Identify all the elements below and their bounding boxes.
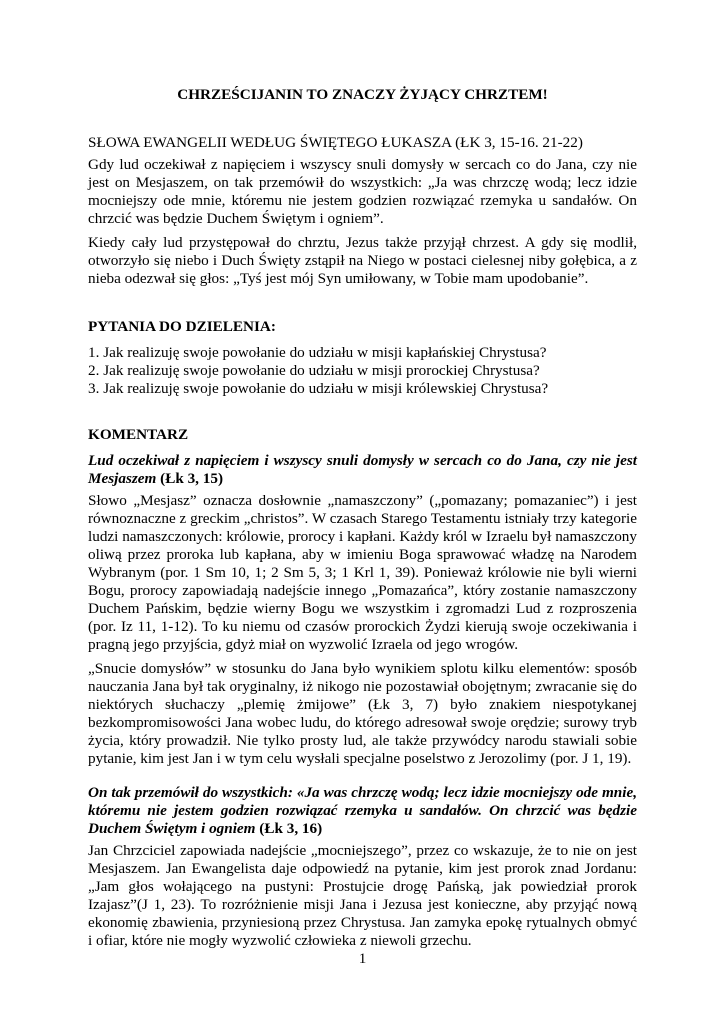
quote-reference: (Łk 3, 16) bbox=[259, 820, 323, 837]
commentary-quote bbox=[88, 784, 637, 838]
questions-list bbox=[88, 344, 637, 398]
gospel-paragraph: Kiedy cały lud przystępował do chrztu, Jezus także przyjął chrzest. A gdy się modlił, otworzyło się niebo i Duch Święty zstąpił na Niego w postaci cielesnej niby gołębica, a z nieba odezwał się głos: „Tyś jest mój Syn umiłowany, w Tobie mam upodobanie”. bbox=[88, 234, 637, 287]
question-item: 1. Jak realizuję swoje powołanie do udziału w misji kapłańskiej Chrystusa? bbox=[88, 344, 547, 361]
quote-text: On tak przemówił do wszystkich: «Ja was chrzczę wodą; lecz idzie mocniejszy ode mnie, któremu nie jestem godzien rozwiązać rzemyka u sandałów. On chrzcić was będzie Duchem Świętym i ogniem bbox=[88, 784, 637, 837]
commentary-paragraph: Jan Chrzciciel zapowiada nadejście „mocniejszego”, przez co wskazuje, że to nie on jest Mesjaszem. Jan Ewangelista daje odpowiedź na pytanie, kim jest prorok znad Jordanu: „Jam głos wołającego na pustyni: Prostujcie drogę Pańską, jak powiedział prorok Izajasz”(J 1, 23). To rozróżnienie misji Jana i Jezusa jest konieczne, aby przyjąć nową ekonomię zbawienia, przyniesioną przez Chrystusa. Jan zamyka epokę rytualnych obmyć i ofiar, które nie mogły wyzwolić człowieka z niewoli grzechu. bbox=[88, 842, 637, 949]
gospel-heading: SŁOWA EWANGELII WEDŁUG ŚWIĘTEGO ŁUKASZA (ŁK 3, 15-16. 21-22) bbox=[88, 134, 583, 151]
page-number: 1 bbox=[358, 950, 367, 967]
gospel-paragraph: Gdy lud oczekiwał z napięciem i wszyscy snuli domysły w sercach co do Jana, czy nie jest on Mesjaszem, on tak przemówił do wszystkich: „Ja was chrzczę wodą; lecz idzie mocniejszy ode mnie, któremu nie jestem godzien rozwiązać rzemyka u sandałów. On chrzcić was będzie Duchem Świętym i ogniem”. bbox=[88, 156, 637, 227]
question-item: 3. Jak realizuję swoje powołanie do udziału w misji królewskiej Chrystusa? bbox=[88, 380, 549, 397]
question-item: 2. Jak realizuję swoje powołanie do udziału w misji prorockiej Chrystusa? bbox=[88, 362, 540, 379]
questions-heading: PYTANIA DO DZIELENIA: bbox=[88, 318, 276, 335]
commentary-heading: KOMENTARZ bbox=[88, 426, 189, 443]
quote-text: Lud oczekiwał z napięciem i wszyscy snuli domysły w sercach co do Jana, czy nie jest Mesjaszem bbox=[88, 452, 637, 487]
quote-reference: (Łk 3, 15) bbox=[160, 470, 224, 487]
commentary-quote bbox=[88, 452, 637, 488]
document-title: CHRZEŚCIJANIN TO ZNACZY ŻYJĄCY CHRZTEM! bbox=[177, 86, 548, 103]
commentary-paragraph: Słowo „Mesjasz” oznacza dosłownie „namaszczony” („pomazany; pomazaniec”) i jest równoznaczne z greckim „christos”. W czasach Starego Testamentu istniały trzy kategorie ludzi namaszczonych: królowie, prorocy i kapłani. Każdy król w Izraelu był namaszczony oliwą przez proroka lub kapłana, aby w imieniu Boga sprawować władzę na Narodem Wybranym (por. 1 Sm 10, 1; 2 Sm 5, 3; 1 Krl 1, 39). Ponieważ królowie nie byli wierni Bogu, prorocy zapowiadają nadejście innego „Pomazańca”, który zostanie namaszczony Duchem Pańskim, będzie wierny Bogu we wszystkim i zgromadzi Lud z rozproszenia (por. Iz 11, 1-12). To ku niemu od czasów prorockich Żydzi kierują swoje oczekiwania i pragną jego przyjścia, gdyż miał on wyzwolić Izraela od jego wrogów. bbox=[88, 492, 637, 653]
commentary-paragraph: „Snucie domysłów” w stosunku do Jana było wynikiem splotu kilku elementów: sposób nauczania Jana był tak oryginalny, iż nikogo nie pozostawiał obojętnym; zwracanie się do niektórych słuchaczy „plemię żmijowe” (Łk 3, 7) było znakiem niespotykanej bezkompromisowości Jana wobec ludu, do którego adresował swoje orędzie; surowy tryb życia, który prowadził. Nie tylko prosty lud, ale także przywódcy narodu stawiali sobie pytanie, kim jest Jan i w tym celu wysłali specjalne poselstwo z Jerozolimy (por. J 1, 19). bbox=[88, 660, 637, 767]
